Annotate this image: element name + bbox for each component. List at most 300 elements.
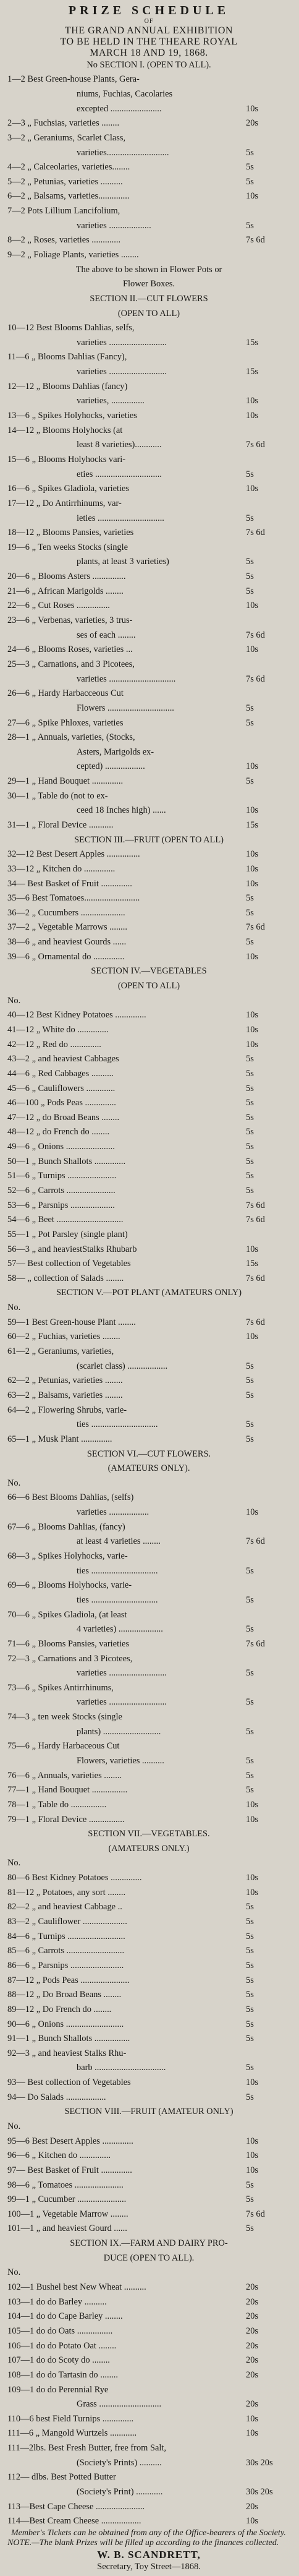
prize-line (7, 1069, 290, 1078)
prize-line-continued (7, 470, 290, 479)
section-heading (7, 1450, 290, 1458)
prize-line (7, 1815, 290, 1824)
prize-amount: 7s 6d (246, 1537, 265, 1546)
prize-amount: 5s (246, 1566, 254, 1576)
line-text: 88—12 „ Do Broad Beans ........ (7, 1990, 122, 2000)
line-text: 99—1 „ Cucumber ...................... (7, 2195, 127, 2204)
line-text: 29—1 „ Hand Bouquet .............. (7, 777, 124, 786)
prize-list (7, 61, 290, 2527)
line-text: SECTION IV.—VEGETABLES (91, 967, 207, 976)
prize-line (7, 2268, 290, 2277)
line-text: No. (7, 2268, 21, 2277)
prize-line (7, 323, 290, 332)
prize-line (7, 2181, 290, 2189)
prize-line (7, 1157, 290, 1166)
prize-line (7, 426, 290, 435)
line-text: ties .............................. (77, 1566, 158, 1576)
line-text: DUCE (OPEN TO ALL). (103, 2253, 195, 2263)
prize-line (7, 1113, 290, 1122)
line-text: 14—12 „ Blooms Holyhocks (at (7, 426, 123, 435)
prize-line (7, 236, 290, 244)
prize-line (7, 923, 290, 931)
prize-line (7, 353, 290, 361)
line-text: 57— Best collection of Vegetables (7, 1259, 131, 1269)
line-text: Asters, Marigolds ex- (77, 747, 154, 757)
prize-line-continued (7, 1420, 290, 1429)
line-text: 107—1 do do Scoty do ........ (7, 2356, 110, 2365)
line-text: 106—1 do do Potato Oat ........ (7, 2341, 117, 2351)
prize-amount: 5s (246, 777, 254, 786)
line-text: 38—6 „ and heaviest Gourds ...... (7, 938, 127, 947)
prize-amount: 20s (246, 2326, 258, 2336)
line-text: 80—6 Best Kidney Potatoes .............. (7, 1873, 142, 1883)
line-text: 109—1 do do Perennial Rye (7, 2385, 109, 2394)
line-text: 86—6 „ Parsnips ........................ (7, 1961, 124, 1971)
prize-line (7, 1142, 290, 1151)
prize-line (7, 2034, 290, 2043)
prize-amount: 5s (246, 2005, 254, 2014)
prize-amount: 10s (246, 1815, 258, 1824)
prize-line (7, 1990, 290, 1999)
prize-line (7, 1523, 290, 1531)
prize-line (7, 1786, 290, 1794)
schedule-header (7, 4, 290, 59)
prize-amount: 20s (246, 2370, 258, 2380)
line-text: 90—6 „ Onions .......................... (7, 2019, 124, 2029)
line-text: 62—2 „ Petunias, varieties ........ (7, 1376, 123, 1385)
line-text: 5—2 „ Petunias, varieties .......... (7, 177, 123, 187)
prize-line (7, 499, 290, 508)
prize-line (7, 1040, 290, 1049)
prize-line-continued (7, 105, 290, 113)
line-text: 112— dlbs. Best Potted Butter (7, 2473, 116, 2482)
prize-amount: 10s (246, 645, 258, 654)
line-text: No SECTION I. (OPEN TO ALL). (86, 60, 211, 70)
prize-line-continued (7, 90, 290, 98)
prize-line-continued (7, 704, 290, 712)
prize-amount: 7s 6d (246, 2209, 265, 2219)
line-text: No. (7, 1859, 21, 1868)
line-text: 46—100 „ Pods Peas .............. (7, 1098, 116, 1108)
prize-line (7, 192, 290, 200)
line-text: cepted) .................. (77, 762, 145, 771)
prize-amount: 10s (246, 1244, 258, 1254)
line-text: 4 varieties) .................... (77, 1625, 163, 1634)
prize-line (7, 1888, 290, 1897)
prize-amount: 7s 6d (246, 236, 265, 245)
prize-amount: 5s (246, 1932, 254, 1941)
prize-amount: 5s (246, 148, 254, 157)
prize-line-continued (7, 1625, 290, 1633)
line-text: 95—6 Best Desert Apples .............. (7, 2136, 133, 2146)
line-text: 53—6 „ Parsnips .................... (7, 1200, 115, 1210)
prize-amount: 20s (246, 2356, 258, 2365)
prize-line (7, 1859, 290, 1867)
prize-amount: 5s (246, 1376, 254, 1385)
line-text: 73—6 „ Spikes Antirrhinums, (7, 1683, 114, 1693)
secretary-signature: W. B. SCANDRETT, (97, 2549, 201, 2561)
prize-line-continued (7, 1596, 290, 1604)
prize-amount: 20s (246, 2400, 258, 2409)
prize-line-continued (7, 396, 290, 405)
line-text: varieties .............................. (77, 674, 176, 683)
prize-line (7, 1435, 290, 1444)
line-text: 96—6 „ Kitchen do .............. (7, 2151, 111, 2160)
line-text: 75—6 „ Hardy Harbaceous Cut (7, 1742, 120, 1751)
line-text: (Society's Print) ............ (77, 2488, 163, 2497)
line-text: at least 4 varieties ........ (77, 1537, 161, 1546)
prize-line (7, 2137, 290, 2146)
prize-amount: 10s (246, 1011, 258, 1020)
prize-line (7, 2371, 290, 2379)
prize-line (7, 163, 290, 171)
line-text: (Society's Prints) .......... (77, 2458, 162, 2468)
line-text: 44—6 „ Red Cabbages .......... (7, 1069, 114, 1079)
line-text: Grass ............................ (77, 2400, 162, 2409)
prize-amount: 10s (246, 2165, 258, 2175)
prize-line (7, 382, 290, 391)
section-heading (7, 309, 290, 318)
prize-line-continued (7, 2488, 290, 2496)
line-text: 20—6 „ Blooms Asters ............... (7, 572, 126, 581)
prize-amount: 30s 20s (246, 2488, 273, 2497)
prize-line (7, 2502, 290, 2511)
line-text: 32—12 Best Desert Apples ............... (7, 850, 140, 859)
prize-amount: 20s (246, 119, 258, 128)
prize-amount: 5s (246, 1434, 254, 1444)
line-text: 35—6 Best Tomatoes......................... (7, 894, 140, 903)
prize-line (7, 1318, 290, 1327)
prize-line (7, 689, 290, 698)
prize-amount: 5s (246, 1727, 254, 1737)
prize-line-continued (7, 1757, 290, 1765)
prize-line (7, 1274, 290, 1283)
prize-line (7, 1479, 290, 1487)
prize-amount: 7s 6d (246, 1317, 265, 1327)
prize-amount: 5s (246, 1069, 254, 1079)
line-text: varieties .......................... (77, 1698, 167, 1707)
prize-line (7, 1098, 290, 1107)
line-text: varieties .......................... (77, 338, 167, 348)
prize-amount: 10s (246, 104, 258, 113)
line-text: (AMATEURS ONLY.) (108, 1844, 190, 1854)
line-text: 31—1 „ Floral Device ........... (7, 820, 114, 830)
prize-line (7, 119, 290, 127)
prize-amount: 10s (246, 2414, 258, 2424)
line-text: 41—12 „ White do .............. (7, 1025, 109, 1035)
prize-line (7, 528, 290, 537)
line-text: 34— Best Basket of Fruit .............. (7, 879, 132, 888)
prize-amount: 10s (246, 1508, 258, 1517)
prize-amount: 7s 6d (246, 1200, 265, 1210)
line-text: 33—12 „ Kitchen do .............. (7, 864, 116, 874)
line-text: 8—2 „ Roses, varieties ............. (7, 236, 121, 245)
prize-line (7, 1332, 290, 1341)
line-text: 70—6 „ Spikes Gladiola, (at least (7, 1610, 127, 1619)
section-heading (7, 1844, 290, 1853)
header-line-3: MARCH 18 AND 19, 1868. (90, 48, 208, 59)
prize-amount: 10s (246, 192, 258, 201)
line-text: 18—12 „ Blooms Pansies, varieties (7, 528, 134, 537)
line-text: 1—2 Best Green-house Plants, Gera- (7, 75, 140, 84)
line-text: varieties............................ (77, 148, 169, 157)
prize-line (7, 207, 290, 215)
line-text: 63—2 „ Balsams, varieties ........ (7, 1390, 123, 1400)
prize-line-continued (7, 1669, 290, 1677)
prize-amount: 20s (246, 2297, 258, 2307)
line-text: plants) .......................... (77, 1727, 161, 1737)
prize-amount: 10s (246, 1800, 258, 1810)
prize-line (7, 2386, 290, 2394)
line-text: 48—12 „ do French do ........ (7, 1128, 110, 1137)
line-text: 21—6 „ African Marigolds ........ (7, 586, 124, 596)
prize-amount: 5s (246, 177, 254, 187)
line-text: niums, Fuchias, Cacolaries (77, 89, 173, 99)
prize-line (7, 1215, 290, 1224)
prize-line (7, 821, 290, 829)
prize-amount: 7s 6d (246, 674, 265, 683)
line-text: 45—6 „ Cauliflowers ............. (7, 1084, 116, 1093)
section-heading (7, 61, 290, 69)
line-text: (OPEN TO ALL) (117, 309, 180, 318)
line-text: 59—1 Best Green-house Plant ........ (7, 1317, 136, 1327)
line-text: 110—6 best Field Turnips .............. (7, 2414, 134, 2424)
line-text: 61—2 „ Geraniums, varieties, (7, 1347, 114, 1356)
line-text: 9—2 „ Foliage Plants, varieties ........ (7, 250, 139, 260)
line-text: 103—1 do do Barley .......... (7, 2297, 107, 2307)
prize-amount: 7s 6d (246, 923, 265, 932)
line-text: 3—2 „ Geraniums, Scarlet Class, (7, 133, 126, 143)
line-text: 10—12 Best Blooms Dahlias, selfs, (7, 323, 135, 333)
line-text: 97— Best Basket of Fruit .............. (7, 2165, 132, 2175)
prize-line-continued (7, 148, 290, 157)
line-text: 98—6 „ Tomatoes ...................... (7, 2180, 124, 2189)
line-text: SECTION V.—POT PLANT (AMATEURS ONLY) (56, 1288, 242, 1298)
line-text: 100—1 „ Vegetable Marrow ........ (7, 2209, 128, 2219)
section-heading (7, 836, 290, 844)
line-text: 40—12 Best Kidney Potatoes .............. (7, 1011, 146, 1020)
line-text: 4—2 „ Calceolaries, varieties........ (7, 163, 130, 172)
prize-line (7, 178, 290, 186)
prize-line-continued (7, 2063, 290, 2072)
prize-line (7, 1493, 290, 1502)
line-text: (scarlet class) .................. (77, 1361, 168, 1371)
line-text: 72—3 „ Carnations and 3 Picotees, (7, 1654, 133, 1663)
line-text: 77—1 „ Hand Bouquet ................ (7, 1786, 128, 1795)
prize-line (7, 1581, 290, 1590)
prize-line (7, 1245, 290, 1254)
prize-amount: 10s (246, 484, 258, 494)
header-line-1: THE GRAND ANNUAL EXHIBITION (65, 25, 233, 36)
prize-amount: 5s (246, 1113, 254, 1123)
line-text: 19—6 „ Ten weeks Stocks (single (7, 542, 128, 552)
line-text: least 8 varieties)............ (77, 440, 162, 450)
prize-amount: 5s (246, 1756, 254, 1766)
prize-line (7, 1376, 290, 1385)
line-text: ties .............................. (77, 1595, 158, 1605)
prize-line (7, 1171, 290, 1180)
line-text: 83—2 „ Cauliflower .................... (7, 1917, 127, 1927)
prize-line (7, 1873, 290, 1882)
prize-line (7, 894, 290, 902)
line-text: 113—Best Cape Cheese ...................... (7, 2502, 145, 2512)
prize-line-continued (7, 1698, 290, 1706)
line-text: ses of each ........ (77, 630, 136, 640)
prize-amount: 5s (246, 1698, 254, 1707)
prize-amount: 5s (246, 1917, 254, 1927)
prize-line (7, 2195, 290, 2204)
prize-line-continued (7, 1508, 290, 1517)
prize-line-continued (7, 748, 290, 756)
prize-line (7, 616, 290, 625)
prize-line (7, 952, 290, 961)
line-text: barb ................................ (77, 2063, 166, 2073)
prize-line (7, 1640, 290, 1648)
line-text: No. (7, 1478, 21, 1488)
prize-amount: 7s 6d (246, 1215, 265, 1225)
prize-line (7, 1961, 290, 1970)
line-text: 43—2 „ and heaviest Cabbages (7, 1055, 119, 1064)
prize-line (7, 1713, 290, 1721)
prize-amount: 5s (246, 469, 254, 479)
prize-amount: 20s (246, 2312, 258, 2321)
prize-amount: 5s (246, 2195, 254, 2204)
prize-amount: 5s (246, 221, 254, 231)
line-text: No. (7, 2122, 21, 2131)
line-text: 111—2lbs. Best Fresh Butter, free from Salt, (7, 2444, 166, 2453)
prize-line (7, 660, 290, 669)
prize-line (7, 587, 290, 596)
prize-amount: 5s (246, 718, 254, 727)
prize-line (7, 1084, 290, 1093)
prize-amount: 10s (246, 396, 258, 406)
prize-line (7, 996, 290, 1005)
line-text: 6—2 „ Balsams, varieties.............. (7, 192, 130, 201)
line-text: 37—2 „ Vegetable Marrows ........ (7, 923, 127, 932)
prize-amount: 5s (246, 1771, 254, 1781)
line-text: Flowers, varieties .......... (77, 1756, 164, 1766)
prize-amount: 7s 6d (246, 1639, 265, 1649)
line-text: 17—12 „ Do Antirrhinums, var- (7, 499, 122, 508)
schedule-footer (7, 2528, 290, 2572)
prize-line (7, 134, 290, 142)
prize-line-continued (7, 2458, 290, 2467)
prize-amount: 5s (246, 513, 254, 523)
prize-line (7, 2342, 290, 2350)
line-text: 56—3 „ and heaviestStalks Rhubarb (7, 1244, 137, 1254)
prize-amount: 10s (246, 1040, 258, 1049)
prize-amount: 10s (246, 952, 258, 962)
prize-line (7, 2298, 290, 2306)
prize-line (7, 2429, 290, 2437)
prize-amount: 5s (246, 1098, 254, 1108)
prize-line (7, 2166, 290, 2175)
line-text: 51—6 „ Turnips ...................... (7, 1171, 117, 1181)
prize-amount: 5s (246, 1420, 254, 1429)
prize-amount: 10s (246, 1332, 258, 1341)
prize-amount: 5s (246, 1990, 254, 2000)
line-text: 64—2 „ Flowering Shrubs, varie- (7, 1405, 127, 1415)
prize-line (7, 1347, 290, 1356)
line-text: 47—12 „ do Broad Beans ........ (7, 1113, 120, 1123)
line-text: 11—6 „ Blooms Dahlias (Fancy), (7, 353, 127, 362)
prize-line (7, 1128, 290, 1136)
prize-amount: 15s (246, 367, 258, 377)
prize-amount: 5s (246, 1171, 254, 1181)
prize-amount: 5s (246, 586, 254, 596)
prize-line (7, 938, 290, 946)
prize-amount: 5s (246, 1361, 254, 1371)
line-text: 66—6 Best Blooms Dahlias, (selfs) (7, 1493, 134, 1502)
prize-line-continued (7, 1567, 290, 1575)
prize-amount: 5s (246, 2180, 254, 2189)
prize-line (7, 2210, 290, 2219)
line-text: 2—3 „ Fuchsias, varieties ........ (7, 119, 120, 128)
prize-amount: 5s (246, 1595, 254, 1605)
prize-amount: 5s (246, 557, 254, 567)
line-text: 24—6 „ Blooms Roses, varieties ... (7, 645, 133, 654)
prize-line (7, 1976, 290, 1985)
header-of: OF (144, 18, 154, 25)
prize-line (7, 2517, 290, 2525)
prize-line (7, 1552, 290, 1560)
header-line-2: TO BE HELD IN THE THEARE ROYAL (60, 36, 238, 47)
prize-amount: 20s (246, 2502, 258, 2512)
prize-amount: 30s 20s (246, 2458, 273, 2468)
section-heading (7, 2107, 290, 2116)
line-text: SECTION VI.—CUT FLOWERS. (86, 1449, 211, 1458)
prize-amount: 15s (246, 820, 258, 830)
prize-line-continued (7, 514, 290, 523)
prize-line (7, 2473, 290, 2481)
prize-line (7, 1055, 290, 1063)
prize-amount: 10s (246, 762, 258, 771)
line-text: 84—6 „ Turnips .......................... (7, 1932, 125, 1941)
prize-line (7, 1186, 290, 1195)
prize-amount: 7s 6d (246, 630, 265, 640)
prize-amount: 10s (246, 806, 258, 815)
prize-line (7, 1011, 290, 1019)
prize-amount: 5s (246, 1975, 254, 1985)
line-text: 13—6 „ Spikes Holyhocks, varieties (7, 411, 137, 421)
prize-line (7, 1771, 290, 1780)
line-text: 26—6 „ Hardy Harbacceous Cut (7, 689, 124, 698)
line-text: Flowers .............................. (77, 703, 174, 713)
prize-line-continued (7, 631, 290, 640)
line-text: (AMATEURS ONLY). (107, 1464, 190, 1473)
section-heading (7, 982, 290, 990)
line-text: (OPEN TO ALL) (117, 982, 180, 991)
prize-amount: 10s (246, 2517, 258, 2526)
prize-amount: 10s (246, 879, 258, 888)
prize-line (7, 1201, 290, 1210)
prize-line (7, 2224, 290, 2233)
prize-line-continued (7, 338, 290, 347)
prize-line (7, 909, 290, 917)
prize-amount: 5s (246, 1128, 254, 1137)
prize-amount: 10s (246, 1025, 258, 1035)
line-text: 68—3 „ Spikes Holyhocks, varie- (7, 1552, 128, 1561)
line-text: SECTION VIII.—FRUIT (AMATEUR ONLY) (64, 2107, 234, 2116)
prize-amount: 10s (246, 864, 258, 874)
prize-line (7, 2312, 290, 2321)
line-text: SECTION III.—FRUIT (OPEN TO ALL) (74, 835, 224, 845)
prize-amount: 5s (246, 1055, 254, 1064)
prize-amount: 10s (246, 2136, 258, 2146)
line-text: 104—1 do do Cape Barley ........ (7, 2312, 123, 2321)
prize-line (7, 719, 290, 727)
prize-amount: 5s (246, 1946, 254, 1956)
